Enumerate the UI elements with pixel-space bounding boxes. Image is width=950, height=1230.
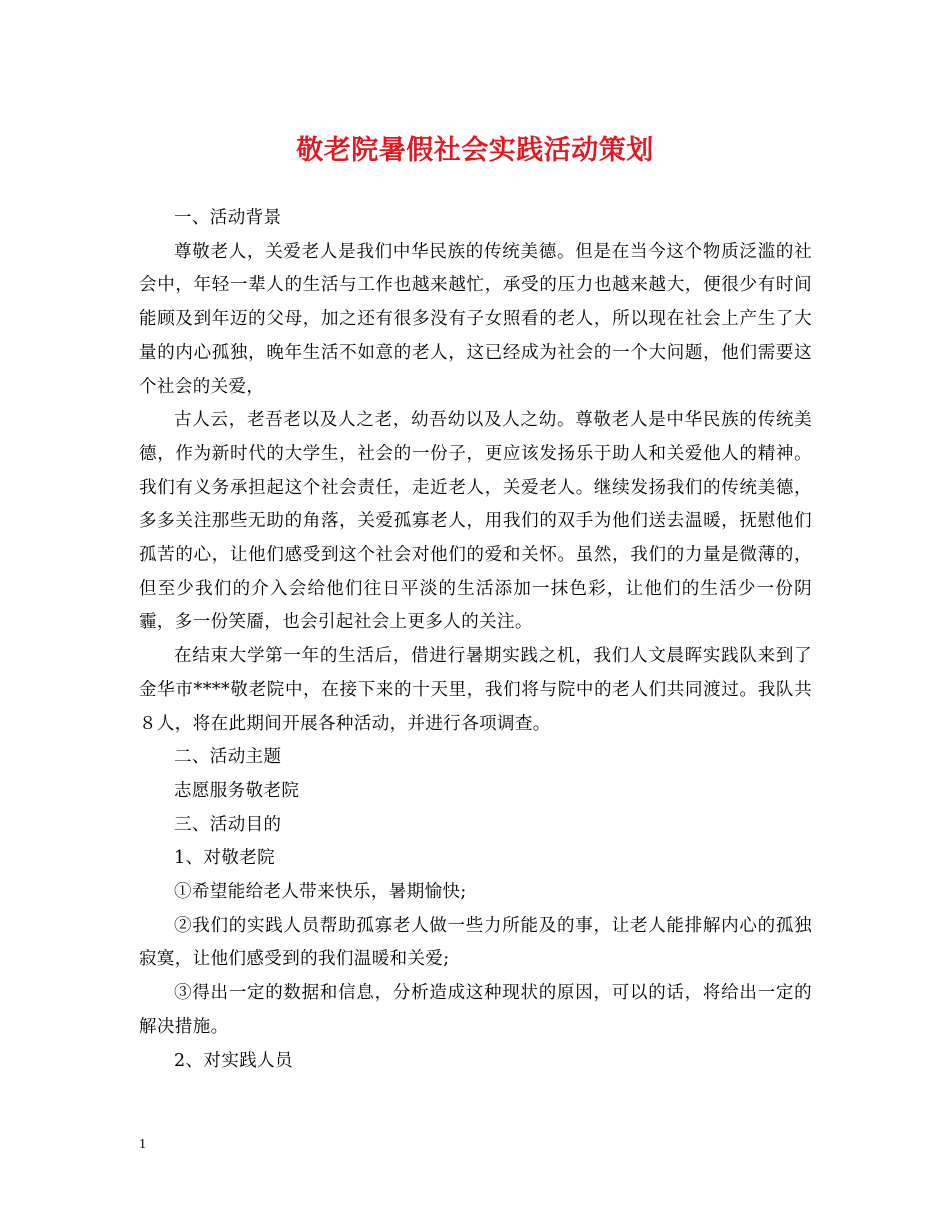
- section-heading-purpose: 三、活动目的: [174, 814, 282, 835]
- document-title: 敬老院暑假社会实践活动策划: [296, 135, 654, 166]
- purpose-item-3: ③得出一定的数据和信息，分析造成这种现状的原因，可以的话，将给出一定的解决措施。: [139, 983, 812, 1037]
- purpose-item-1: ①希望能给老人带来快乐，暑期愉快;: [174, 882, 467, 903]
- background-paragraph-2: 古人云，老吾老以及人之老，幼吾幼以及人之幼。尊敬老人是中华民族的传统美德，作为新时代的大学生，社会的一份子，更应该发扬乐于助人和关爱他人的精神。我们有义务承担起这个社会责任，走近老人，关爱老人。继续发扬我们的传统美德，多多关注那些无助的角落，关爱孤寡老人，用我们的双手为他们送去温暖，抚慰他们孤苦的心，让他们感受到这个社会对他们的爱和关怀。虽然，我们的力量是微薄的，但至少我们的介入会给他们往日平淡的生活添加一抹色彩，让他们的生活少一份阴霾，多一份笑靥，也会引起社会上更多人的关注。: [139, 410, 812, 633]
- section-heading-theme: 二、活动主题: [174, 747, 282, 768]
- document-body: [139, 202, 812, 1078]
- purpose-item-2: ②我们的实践人员帮助孤寡老人做一些力所能及的事，让老人能排解内心的孤独寂寞，让他们感受到的我们温暖和关爱;: [139, 915, 812, 970]
- theme-paragraph: 志愿服务敬老院: [174, 780, 300, 801]
- purpose-subheading-nursing-home: 1、对敬老院: [174, 848, 276, 869]
- page-number: 1: [139, 1137, 146, 1152]
- background-paragraph-1: 尊敬老人，关爱老人是我们中华民族的传统美德。但是在当今这个物质泛滥的社会中，年轻一辈人的生活与工作也越来越忙，承受的压力也越来越大，便很少有时间能顾及到年迈的父母，加之还有很多没有子女照看的老人，所以现在社会上产生了大量的内心孤独，晚年生活不如意的老人，这已经成为社会的一个大问题，他们需要这个社会的关爱，: [139, 241, 812, 397]
- background-paragraph-3: 在结束大学第一年的生活后，借进行暑期实践之机，我们人文晨晖实践队来到了金华市****敬老院中，在接下来的十天里，我们将与院中的老人们共同渡过。我队共８人，将在此期间开展各种活动，并进行各项调查。: [139, 646, 812, 734]
- section-heading-background: 一、活动背景: [174, 208, 282, 228]
- purpose-subheading-participants: 2、对实践人员: [174, 1050, 293, 1071]
